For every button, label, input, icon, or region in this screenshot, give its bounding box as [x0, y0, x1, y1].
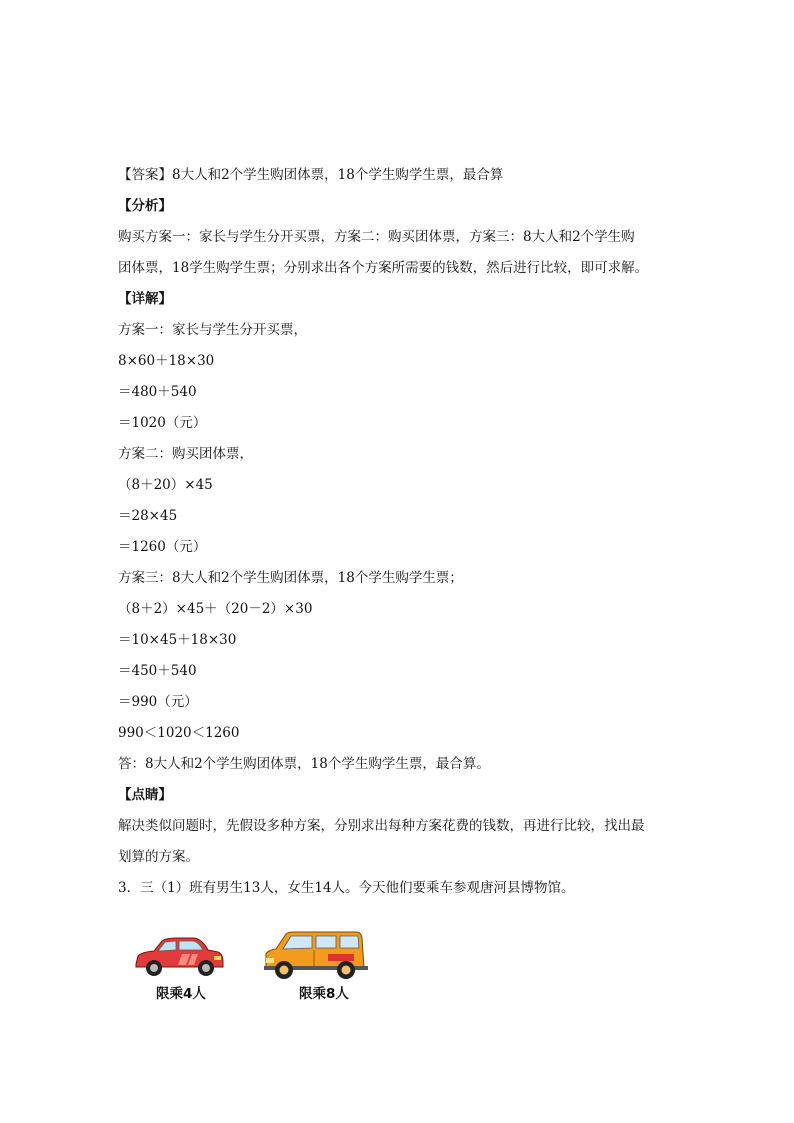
analysis-line-2: 团体票，18学生购学生票；分别求出各个方案所需要的钱数，然后进行比较，即可求解。	[118, 260, 649, 276]
key-point-line-2: 划算的方案。	[118, 849, 199, 865]
orange-suv-icon	[264, 928, 368, 980]
plan-one-title: 方案一：家长与学生分开买票，	[118, 322, 307, 338]
plan-two-title: 方案二：购买团体票，	[118, 446, 253, 462]
plan-three-step-1: （8＋2）×45＋（20－2）×30	[118, 601, 313, 617]
answer-line: 【答案】8大人和2个学生购团体票，18个学生购学生票，最合算	[118, 167, 504, 183]
car-capacity-label: 限乘4人	[156, 986, 206, 1002]
question-3-line: 3．三（1）班有男生13人，女生14人。今天他们要乘车参观唐河县博物馆。	[118, 880, 575, 896]
plan-three-step-3: ＝450＋540	[118, 663, 197, 679]
analysis-heading: 【分析】	[118, 198, 172, 214]
orange-suv	[264, 928, 368, 980]
plan-one-step-3: ＝1020（元）	[118, 415, 207, 431]
plan-three-step-4: ＝990（元）	[118, 694, 198, 710]
plan-two-step-2: ＝28×45	[118, 508, 178, 524]
suv-capacity-label: 限乘8人	[299, 986, 349, 1002]
key-point-heading: 【点睛】	[118, 787, 172, 803]
key-point-line-1: 解决类似问题时，先假设多种方案，分别求出每种方案花费的钱数，再进行比较，找出最	[118, 818, 645, 834]
detail-heading: 【详解】	[118, 291, 172, 307]
plan-three-step-2: ＝10×45＋18×30	[118, 632, 237, 648]
red-car	[132, 934, 226, 978]
vehicle-illustrations	[118, 928, 418, 1008]
final-answer-line: 答：8大人和2个学生购团体票，18个学生购学生票，最合算。	[118, 756, 490, 772]
plan-one-step-1: 8×60＋18×30	[118, 353, 215, 369]
analysis-line-1: 购买方案一：家长与学生分开买票，方案二：购买团体票，方案三：8大人和2个学生购	[118, 229, 635, 245]
plan-three-title: 方案三：8大人和2个学生购团体票，18个学生购学生票；	[118, 570, 463, 586]
red-car-icon	[132, 934, 226, 978]
comparison-line: 990＜1020＜1260	[118, 725, 240, 741]
document-body	[118, 160, 698, 904]
plan-two-step-1: （8＋20）×45	[118, 477, 213, 493]
plan-two-step-3: ＝1260（元）	[118, 539, 207, 555]
plan-one-step-2: ＝480＋540	[118, 384, 197, 400]
